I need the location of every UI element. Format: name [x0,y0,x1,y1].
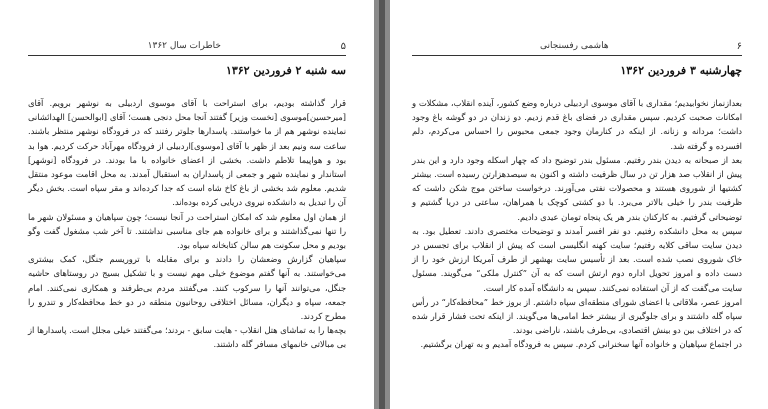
left-running-head: خاطرات سال ۱۳۶۲ [147,41,221,51]
left-paragraph: قرار گذاشته بودیم، برای استراحت با آقای موسوی اردبیلی به نوشهر برویم. آقای [میرحسین]موسوی [نخست وزیر] گفتند آنجا محل دنجی هست؛ آقای [ابوالحسن] الهدائشانی نماینده نوشهر هم از ما خواستند. پاسدارها جلوتر رفتند که در فرودگاه نوشهر منتظر باشند. ساعت سه ونیم بعد از ظهر با آقای [موسوی]اردبیلی از فرودگاه مهرآباد حرکت کردیم. هوا بد بود و هواپیما تلاطم داشت. بخشی از اعضای خانواده با ما بودند. در فرودگاه [نوشهر] استاندار و نماینده شهر و جمعی از پاسداران به استقبال آمدند. به محل اقامت موعود منتقل شدیم. معلوم شد بخشی از باغ کاخ شاه است که جدا کرده‌اند و مقر سپاه است. بخش دیگر آن را تبدیل به دانشکده نیروی دریایی کرده بوده‌اند. [28,98,346,208]
left-body-text [28,96,346,352]
right-page [390,0,768,409]
right-paragraph: در اجتماع سپاهیان و خانواده آنها سخنرانی کردم. سپس به فرودگاه آمدیم و به تهران برگشتیم. [420,339,742,350]
book-spine [379,0,385,409]
left-paragraph: از همان اول معلوم شد که امکان استراحت در آنجا نیست؛ چون سپاهیان و مسئولان شهر ما را تنها نمی‌گذاشتند و برای خانواده هم جای مناسبی نداشتند. تا آخر شب مشغول گفت وگو بودیم و محل سکونت هم سالن کتابخانه سپاه بود. [28,211,346,251]
right-body-text [412,96,742,352]
left-paragraph: بچه‌ها را به تماشای هتل انقلاب - هایت سابق - بردند؛ می‌گفتند خیلی مجلل است. پاسدارها از بی مبالاتی خانمهای مسافر گله داشتند. [28,325,346,350]
right-paragraph: بعدازنماز نخوابیدیم؛ مقداری با آقای موسوی اردبیلی درباره وضع کشور، آینده انقلاب، مشکلات و امکانات صحبت کردیم. سپس مقداری در فضای باغ قدم زدیم. دو زندان در دو گوشه باغ وجود داشت؛ مردانه و زنانه. از اینکه در کنارمان وجود جمعی محبوس را احساس می‌کردم، دلم افسرده و گرفته شد. [412,98,742,151]
right-paragraph: امروز عصر، ملاقاتی با اعضای شورای منطقه‌ای سپاه داشتم. از بروز خط ”محافظه‌کار“ در رأس سپاه گله داشتند و برای جلوگیری از بیشتر خط امامی‌ها می‌گویند. از اینکه تحت فشار قرار شده که در اختلاف بین دو بینش اقتصادی، بی‌طرف باشند، ناراضی بودند. [412,296,742,336]
right-header-rule [412,55,742,56]
right-paragraph: سپس به محل دانشکده رفتیم. دو نفر افسر آمدند و توضیحات مختصری دادند. تعطیل بود. به دیدن سایت ساقی کلایه رفتیم؛ سایت کهنه انگلیسی است که پیش از انقلاب برای تجسس در خاک شوروی نصب شده است. بعد از تأسیس سایت بهشهر از طرف آمریکا ارزش خود را از دست داده و امروز تحویل اداره دوم ارتش است که به آن ”کنترل ملکی“ می‌گویند. مسئول سایت می‌گفت که از آن استفاده نمی‌کنند. سپس به دانشگاه آمده کار است. [412,225,742,293]
left-header-rule [28,55,346,56]
right-date-title: چهارشنبه ۳ فروردین ۱۳۶۲ [620,64,742,77]
book-gutter [374,0,390,409]
right-page-header [412,39,742,53]
right-page-number: ۶ [736,40,742,52]
right-running-head: هاشمی رفسنجانی [540,41,609,51]
right-paragraph: بعد از صبحانه به دیدن بندر رفتیم. مسئول بندر توضیح داد که چهار اسکله وجود دارد و این بندر پیش از انقلاب صد هزار تن در سال ظرفیت داشته و اکنون به سیصدهزارتن رسیده است. بیشتر کشتیها از شوروی هستند و محصولات نفتی می‌آورند. درخواست ساختن موج شکن داشت که ظرفیت بندر را خیلی بالاتر می‌برد. با دو کشتی کوچک با همراهان، ساعتی در دریا گشتیم و توضیحاتی گرفتیم. به کارکنان بندر هر یک پنجاه تومان عیدی دادیم. [412,154,742,222]
left-page [0,0,374,409]
left-date-title: سه شنبه ۲ فروردین ۱۳۶۲ [225,64,346,77]
left-page-header [28,39,346,53]
left-page-number: ۵ [340,40,346,52]
left-paragraph: سپاهیان گزارش وضعشان را دادند و برای مقابله با تروریسم جنگل، کمک بیشتری می‌خواستند. به آنها گفتم موضوع خیلی مهم نیست و با تشکیل بسیج در روستاهای حاشیه جنگل، می‌توانند آنها را سرکوب کنند. می‌گفتند مردم بی‌طرفند و همکاری نمی‌کنند. امام جمعه، سپاه و دیگران، مسائل اختلافی روحانیون منطقه در دو خط محافظه‌کار و تندرو را مطرح کردند. [28,254,346,322]
